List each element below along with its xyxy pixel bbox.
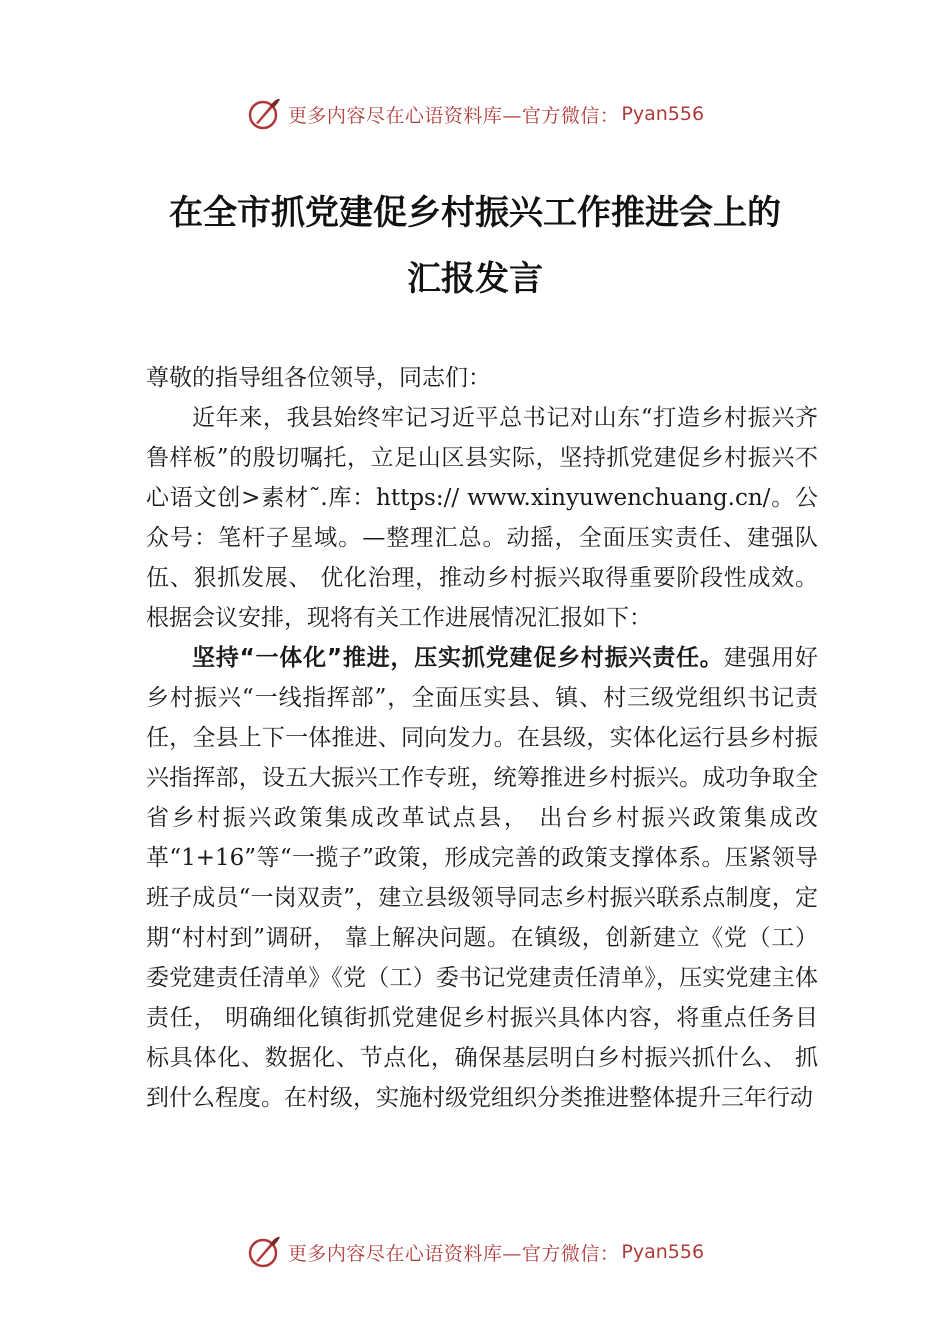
section-heading: 坚持“一体化”推进，压实抓党建促乡村振兴责任。 xyxy=(192,645,724,671)
paragraph-intro: 近年来，我县始终牢记习近平总书记对山东“打造乡村振兴齐鲁样板”的殷切嘱托，立足山区县实际，坚持抓党建促乡村振兴不心语文创>素材˜.库：https:// www.xinyuwenchuang.cn/。公众号：笔杆子星域。—整理汇总。动摇，全面压实责任、建强队伍、狠抓发展、 优化治理，推动乡村振兴取得重要阶段性成效。根据会议安排，现将有关工作进展情况汇报如下： xyxy=(146,405,818,631)
title-line-1: 在全市抓党建促乡村振兴工作推进会上的 xyxy=(169,193,781,233)
quill-pen-logo-icon xyxy=(246,1234,282,1270)
watermark-wechat-id: Pyan556 xyxy=(621,1241,705,1263)
watermark-text: 更多内容尽在心语资料库—官方微信： xyxy=(287,1242,620,1265)
title-line-2: 汇报发言 xyxy=(407,259,543,299)
watermark-banner-top xyxy=(0,92,950,136)
watermark-text: 更多内容尽在心语资料库—官方微信： xyxy=(287,104,620,127)
watermark-wechat-id: Pyan556 xyxy=(621,103,705,125)
watermark-banner-bottom xyxy=(0,1230,950,1274)
quill-pen-logo-icon xyxy=(246,96,282,132)
document-title xyxy=(130,180,820,312)
paragraph-section-1 xyxy=(146,638,818,1118)
section-body: 建强用好乡村振兴“一线指挥部”，全面压实县、镇、村三级党组织书记责任，全县上下一体推进、同向发力。在县级，实体化运行县乡村振兴指挥部，设五大振兴工作专班，统筹推进乡村振兴。成功争取全省乡村振兴政策集成改革试点县， 出台乡村振兴政策集成改革“1+16”等“一揽子”政策，形成完善的政策支撑体系。压紧领导班子成员“一岗双责”，建立县级领导同志乡村振兴联系点制度，定期“村村到”调研， 靠上解决问题。在镇级，创新建立《党（工）委党建责任清单》《党（工）委书记党建责任清单》，压实党建主体责任， 明确细化镇街抓党建促乡村振兴具体内容，将重点任务目标具体化、数据化、节点化，确保基层明白乡村振兴抓什么、 抓到什么程度。在村级，实施村级党组织分类推进整体提升三年行动 xyxy=(146,645,819,1111)
salutation: 尊敬的指导组各位领导，同志们： xyxy=(146,365,491,391)
document-body xyxy=(146,358,818,1118)
